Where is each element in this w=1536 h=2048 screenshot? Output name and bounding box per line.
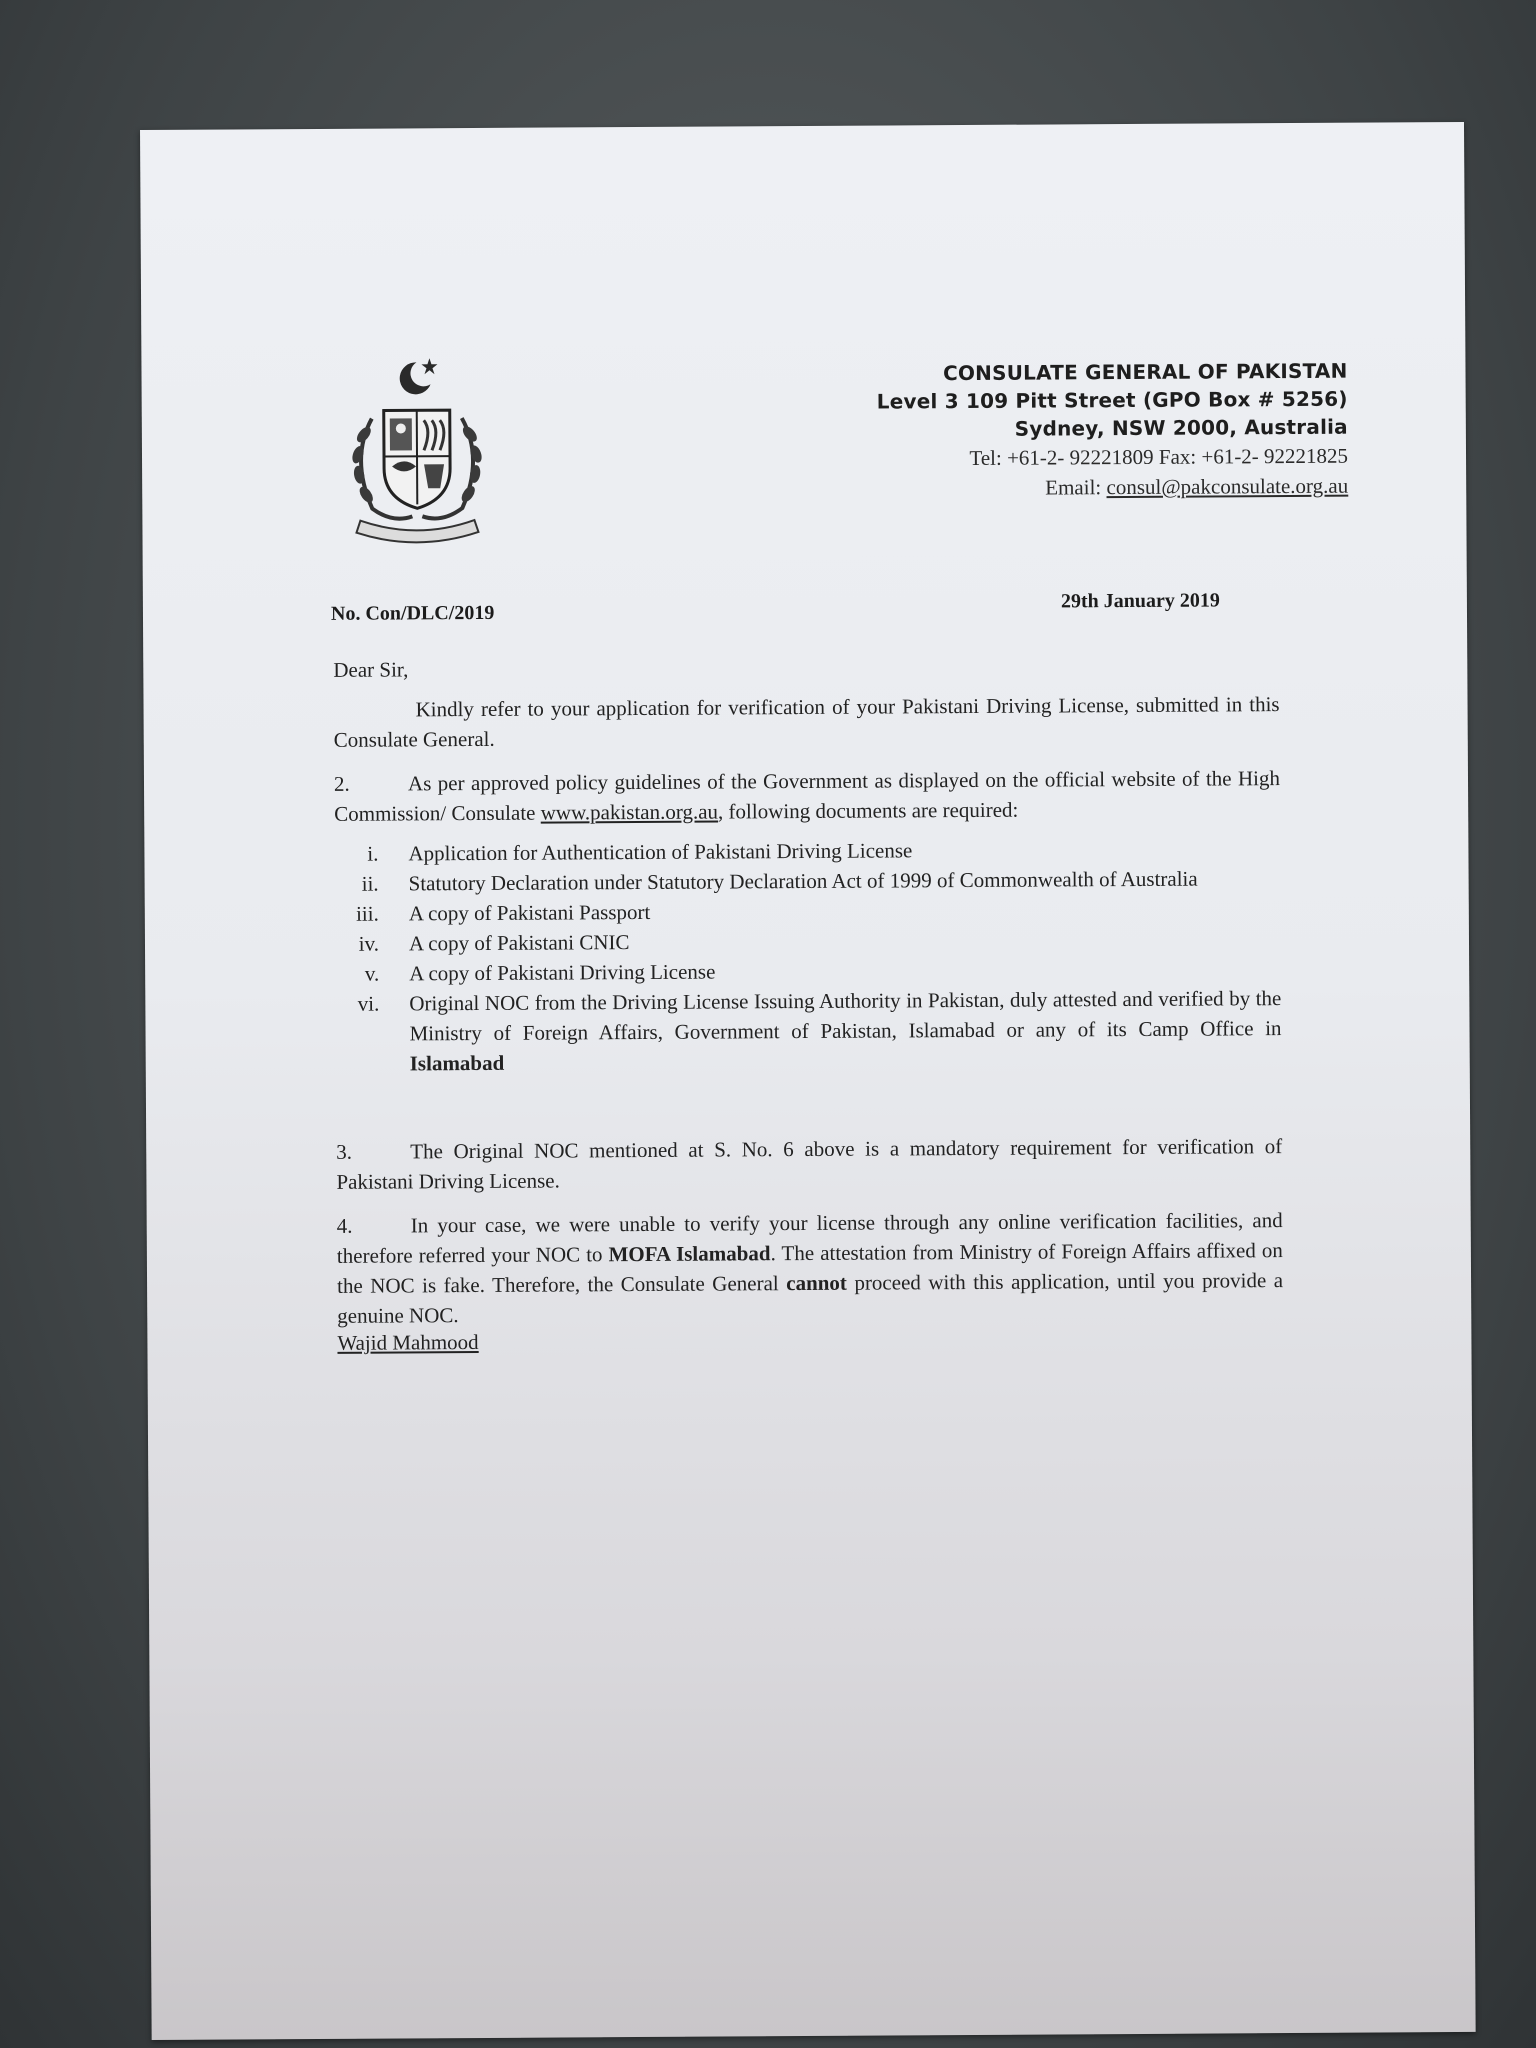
salutation: Dear Sir, — [333, 657, 409, 682]
address-line-2: Sydney, NSW 2000, Australia — [1014, 414, 1348, 441]
list-item-text — [409, 983, 1282, 1078]
paragraph-2-text-before: As per approved policy guidelines of the Government as displayed on the official website of the High Commission/ Consulate — [334, 766, 1281, 826]
address-line-1: Level 3 109 Pitt Street (GPO Box # 5256) — [876, 386, 1348, 414]
list-item-number: v. — [364, 961, 380, 986]
paragraph-4-bold-b: cannot — [786, 1270, 847, 1296]
email-line — [877, 471, 1348, 504]
letter-date: 29th January 2019 — [1060, 589, 1220, 613]
paragraph-2-number: 2. — [333, 771, 350, 796]
letter-page — [140, 122, 1476, 2040]
paragraph-1-text: Kindly refer to your application for verification of your Pakistani Driving License, submitted in this Consulate General. — [333, 692, 1280, 752]
email-label: Email: — [1045, 475, 1107, 500]
list-item-number: vi. — [357, 991, 380, 1016]
list-item-text: A copy of Pakistani CNIC — [408, 930, 630, 956]
required-documents-list — [334, 833, 1281, 1079]
list-item — [335, 983, 1282, 1079]
letterhead-address — [876, 357, 1348, 504]
paragraph-2-text-after: , following documents are required: — [717, 797, 1019, 824]
paragraph-4-text-c: proceed with this application, until you provide a genuine NOC. — [337, 1268, 1284, 1328]
paragraph-4-number: 4. — [336, 1213, 353, 1238]
paragraph-4-text-b: . The attestation from Ministry of Foreign Affairs affixed on the NOC is fake. Therefore, the Consulate General — [337, 1238, 1283, 1298]
tel-fax: Tel: +61-2- 92221809 Fax: +61-2- 92221825 — [969, 443, 1349, 470]
paragraph-4-bold-a: MOFA Islamabad — [608, 1241, 771, 1267]
list-item-number: ii. — [361, 871, 379, 896]
paragraph-2 — [334, 763, 1280, 829]
list-item-text: A copy of Pakistani Driving License — [409, 959, 716, 986]
list-item-text: Application for Authentication of Pakistani Driving License — [408, 838, 913, 866]
consulate-title: CONSULATE GENERAL OF PAKISTAN — [942, 358, 1348, 386]
state-emblem-icon — [331, 348, 502, 549]
list-item-number: iv. — [358, 931, 380, 956]
paragraph-4 — [337, 1205, 1284, 1331]
email-link[interactable]: consul@pakconsulate.org.au — [1106, 473, 1349, 500]
paragraph-3 — [336, 1131, 1282, 1197]
paragraph-3-text: The Original NOC mentioned at S. No. 6 above is a mandatory requirement for verification of Pakistani Driving License. — [336, 1134, 1283, 1194]
paragraph-1 — [333, 689, 1279, 755]
website-link[interactable]: www.pakistan.org.au — [540, 799, 719, 825]
list-item-number: i. — [367, 841, 379, 866]
paragraph-4-text-a: In your case, we were unable to verify your license through any online verification facilities, and therefore referred your NOC to — [336, 1208, 1283, 1268]
list-item-text: A copy of Pakistani Passport — [408, 899, 651, 926]
list-item-number: iii. — [355, 901, 379, 926]
list-item-text: Statutory Declaration under Statutory Declaration Act of 1999 of Commonwealth of Australia — [408, 866, 1198, 896]
list-item-text-main: Original NOC from the Driving License Issuing Authority in Pakistan, duly attested and verified by the Ministry of Foreign Affairs, Government of Pakistan, Islamabad or any of its Camp Office in — [409, 986, 1282, 1046]
reference-number: No. Con/DLC/2019 — [330, 601, 495, 625]
list-item-text-bold: Islamabad — [409, 1050, 505, 1076]
paragraph-3-number: 3. — [336, 1139, 353, 1164]
signature-name: Wajid Mahmood — [337, 1329, 479, 1355]
